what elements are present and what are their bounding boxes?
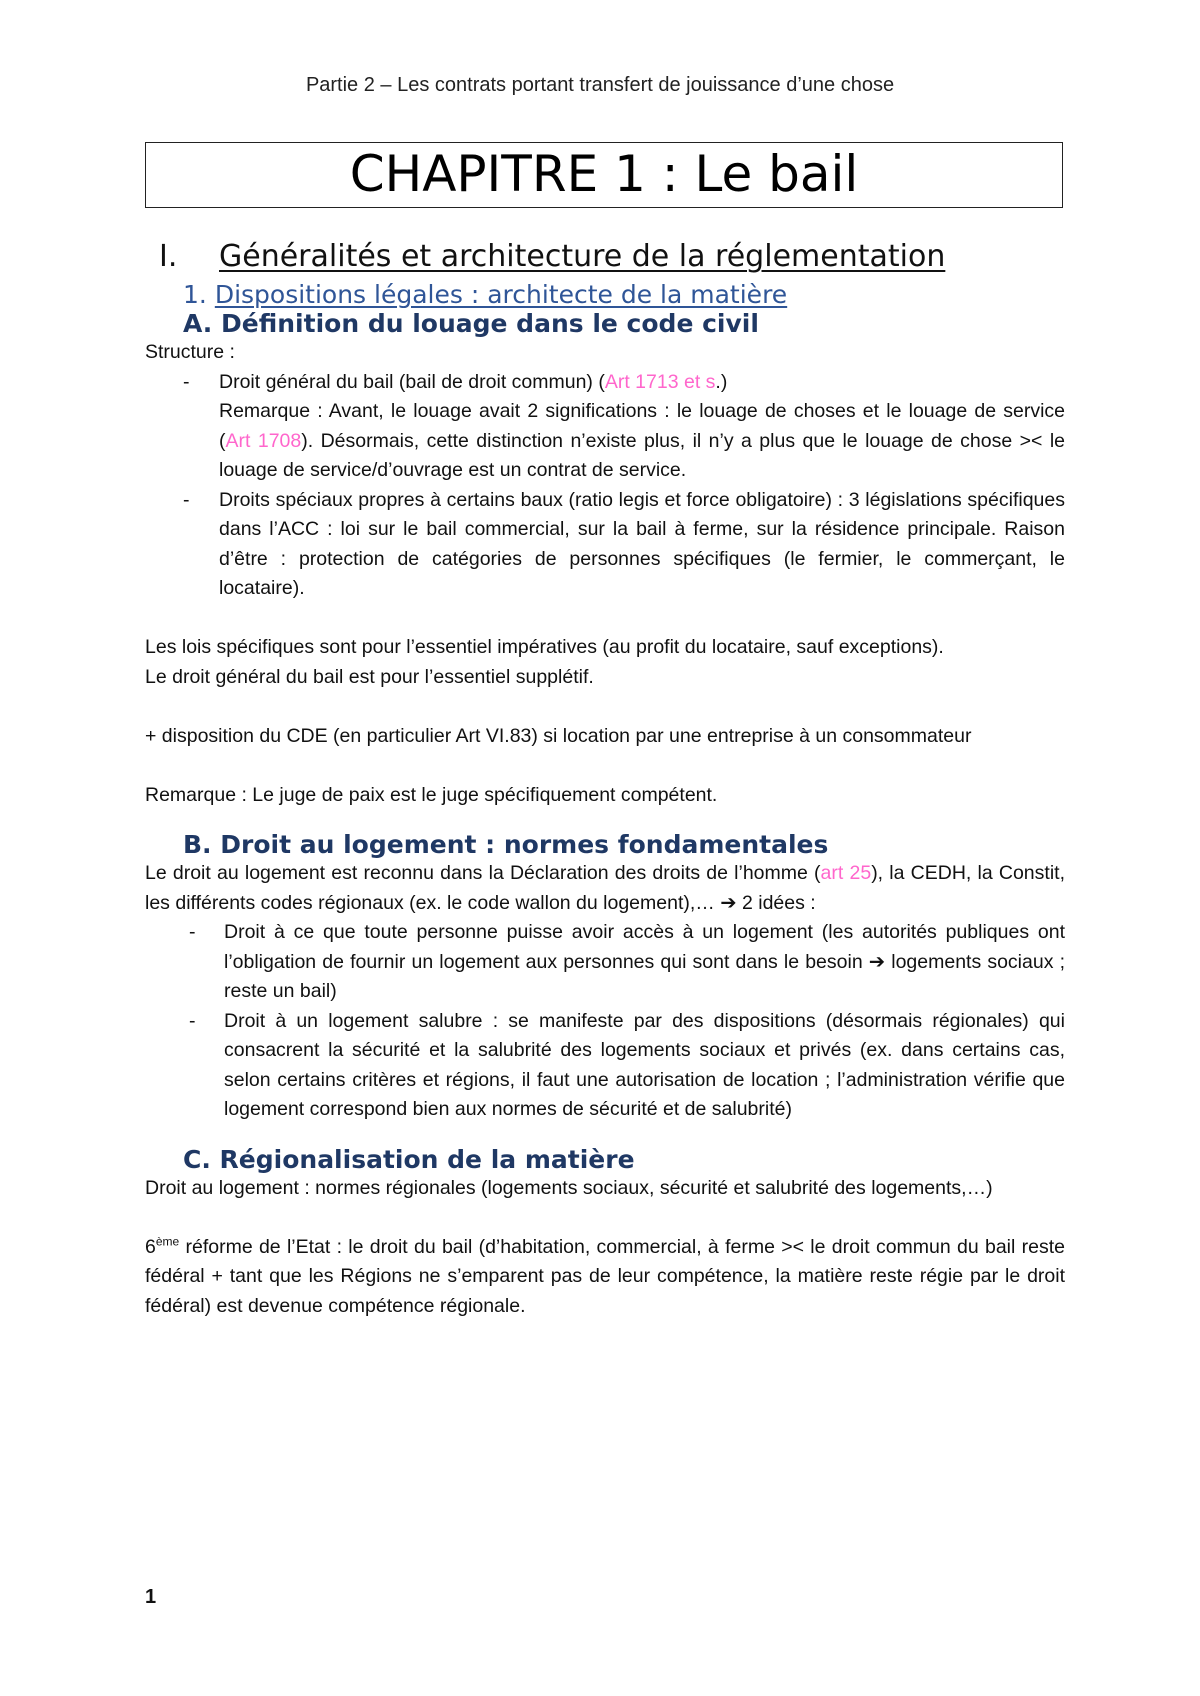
ideas-list (145, 918, 1065, 1125)
paragraph: Remarque : Le juge de paix est le juge spécifiquement compétent. (145, 783, 718, 806)
paragraph: Le droit au logement est reconnu dans la Déclaration des droits de l’homme (art 25), la CEDH, la Constit, les différents codes régionaux (ex. le code wallon du logement),… ➔ 2 idées : (145, 862, 1065, 914)
heading-B: B. Droit au logement : normes fondamentales (183, 830, 829, 859)
section-heading-I (145, 236, 1065, 274)
running-header: Partie 2 – Les contrats portant transfert de jouissance d’une chose (305, 74, 895, 96)
section-number: I. (159, 239, 178, 274)
list-item: - Droit à un logement salubre : se manifeste par des dispositions (désormais régionales) qui consacrent la sécurité et la salubrité des logements sociaux et privés (ex. dans certains cas, selon certains critères et régions, il faut une autorisation de location ; l’administration vérifie que logement correspond bien aux normes de sécurité et de salubrité) (145, 1007, 1065, 1125)
paragraph: Les lois spécifiques sont pour l’essentiel impératives (au profit du locataire, sauf exceptions). (145, 636, 944, 658)
article-reference: Art 1713 et s (604, 370, 716, 393)
list-item: - Droit à ce que toute personne puisse avoir accès à un logement (les autorités publiques ont l’obligation de fournir un logement aux personnes qui sont dans le besoin ➔ logements sociaux ; reste un bail) (145, 918, 1065, 1007)
subsection-heading-1 (145, 280, 1065, 309)
section-title: Généralités et architecture de la réglementation (219, 239, 946, 274)
chapter-title: CHAPITRE 1 : Le bail (145, 142, 1063, 208)
heading-C: C. Régionalisation de la matière (183, 1144, 635, 1174)
list-item: - Droits spéciaux propres à certains baux (ratio legis et force obligatoire) : 3 législations spécifiques dans l’ACC : loi sur le bail commercial, sur la bail à ferme, sur la résidence principale. Raison d’être : protection de catégories de personnes spécifiques (le fermier, le commerçant, le locataire). (145, 486, 1065, 604)
paragraph: + disposition du CDE (en particulier Art VI.83) si location par une entreprise à un consommateur (145, 724, 972, 747)
article-reference: Art 1708 (225, 429, 302, 452)
structure-list (145, 368, 1065, 604)
subsection-title: Dispositions légales : architecte de la matière (214, 280, 788, 309)
subsection-number: 1. (183, 280, 207, 309)
list-item: - Droit général du bail (bail de droit commun) (Art 1713 et s.) Remarque : Avant, le louage avait 2 significations : le louage de choses et le louage de service (Art 1708). Désormais, cette distinction n’existe plus, il n’y a plus que le louage de chose >< le louage de service/d’ouvrage est un contrat de service. (145, 368, 1065, 486)
article-reference: art 25 (820, 862, 872, 884)
paragraph: 6ème réforme de l’Etat : le droit du bail (d’habitation, commercial, à ferme >< le droit commun du bail reste fédéral + tant que les Régions ne s’emparent pas de leur compétence, la matière reste régie par le droit fédéral) est devenue compétence régionale. (145, 1234, 1065, 1317)
paragraph: Droit au logement : normes régionales (logements sociaux, sécurité et salubrité des logements,…) (145, 1176, 993, 1199)
structure-label: Structure : (145, 341, 235, 363)
document-body (145, 236, 1065, 1321)
heading-A: A. Définition du louage dans le code civil (183, 309, 759, 338)
paragraph: Le droit général du bail est pour l’essentiel supplétif. (145, 665, 594, 688)
page-number: 1 (145, 1586, 157, 1608)
